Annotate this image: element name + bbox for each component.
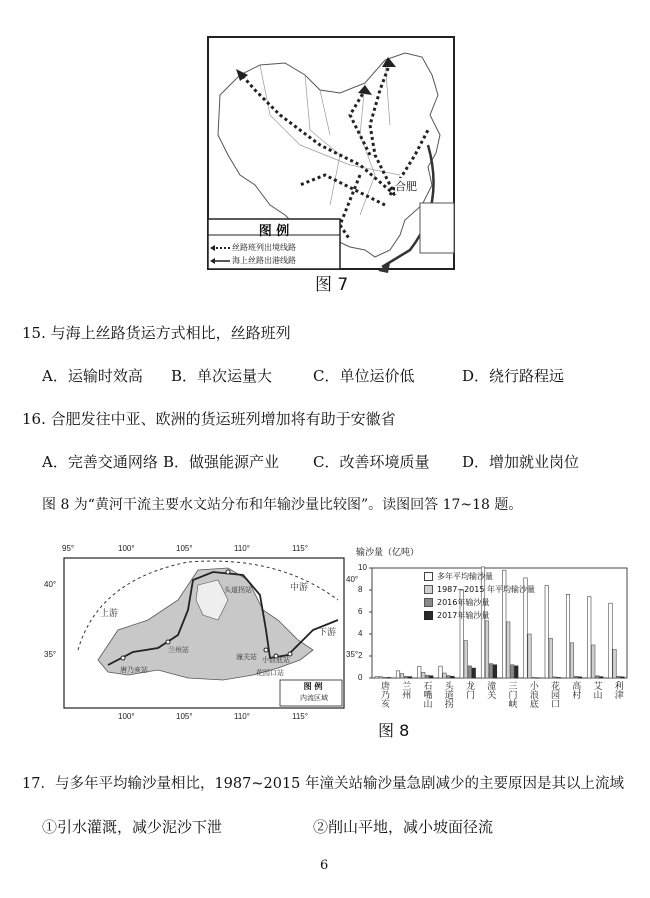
q15-option-a[interactable]: A．运输时效高 bbox=[42, 367, 143, 385]
q16-option-b[interactable]: B．做强能源产业 bbox=[163, 453, 280, 471]
bar-2-头道拐 bbox=[443, 673, 447, 678]
bar-1-花园口 bbox=[545, 586, 549, 678]
y-tick-label: 6 bbox=[358, 607, 363, 616]
figure7-legend-item-sea bbox=[232, 254, 296, 267]
bar-1-艾山 bbox=[588, 597, 592, 678]
station-label: 兰州 bbox=[400, 681, 411, 699]
map-lon-bottom-115: 115° bbox=[292, 712, 308, 721]
bar-4-兰州 bbox=[408, 677, 412, 678]
bar-2-唐乃亥 bbox=[379, 677, 383, 678]
bar-2-利津 bbox=[613, 649, 617, 678]
y-tick-label: 10 bbox=[358, 563, 367, 572]
question-16 bbox=[22, 408, 396, 429]
bar-3-兰州 bbox=[404, 676, 408, 678]
q17-option-1[interactable]: ①引水灌溉，减少泥沙下泄 bbox=[42, 818, 223, 836]
legend-label: 1987~2015 年平均输沙量 bbox=[437, 585, 535, 594]
bar-2-石嘴山 bbox=[422, 672, 426, 678]
legend-label: 2016年输沙量 bbox=[437, 598, 490, 607]
bar-4-龙门 bbox=[472, 668, 476, 678]
map-lon-bottom-105: 105° bbox=[176, 712, 193, 721]
station-label: 小浪底 bbox=[527, 681, 538, 708]
figure7-caption: 图 7 bbox=[315, 275, 349, 295]
bar-4-潼关 bbox=[493, 665, 497, 678]
bar-2-龙门 bbox=[464, 641, 468, 678]
chart-legend-item bbox=[424, 570, 544, 583]
bar-4-高村 bbox=[578, 677, 582, 678]
page-number: 6 bbox=[320, 858, 329, 873]
q16-option-d[interactable]: D．增加就业岗位 bbox=[462, 453, 580, 471]
bar-3-龙门 bbox=[468, 666, 472, 678]
map-lon-top-100: 100° bbox=[118, 544, 135, 553]
station-label: 利津 bbox=[612, 681, 623, 699]
place-tangnaihai: 唐乃亥站 bbox=[120, 666, 148, 674]
legend-label: 丝路班列出境线路 bbox=[232, 243, 296, 252]
bar-1-利津 bbox=[609, 603, 613, 678]
bar-3-潼关 bbox=[489, 664, 493, 678]
bar-4-唐乃亥 bbox=[387, 677, 391, 678]
chart-legend bbox=[424, 570, 544, 622]
q16-option-c[interactable]: C．改善环境质量 bbox=[313, 453, 430, 471]
hefei-label: 合肥 bbox=[395, 180, 417, 193]
bar-2-三门峡 bbox=[507, 622, 511, 678]
bar-3-头道拐 bbox=[447, 676, 451, 678]
place-huayuankou: 花园口站 bbox=[256, 669, 284, 677]
place-toudaoguai: 头道拐站 bbox=[224, 586, 252, 594]
bar-3-小浪底 bbox=[532, 677, 536, 678]
figure7-legend-title: 图 例 bbox=[258, 224, 290, 239]
chart-legend-item bbox=[424, 583, 544, 596]
bar-3-高村 bbox=[574, 676, 578, 678]
y-tick-label: 4 bbox=[358, 629, 363, 638]
bar-2-高村 bbox=[570, 643, 574, 678]
map-lon-top-95: 95° bbox=[62, 544, 75, 553]
station-label: 潼关 bbox=[485, 681, 496, 699]
bar-4-利津 bbox=[621, 677, 625, 678]
bar-3-三门峡 bbox=[511, 665, 515, 678]
bar-2-小浪底 bbox=[528, 634, 532, 678]
map-legend-item: 内流区域 bbox=[300, 694, 328, 702]
legend-label: 海上丝路出港线路 bbox=[232, 256, 296, 265]
bar-2-兰州 bbox=[400, 674, 404, 678]
station-label: 头道拐 bbox=[442, 681, 453, 708]
y-tick-label: 8 bbox=[358, 585, 363, 594]
map-lat-right-40: 40° bbox=[346, 575, 359, 584]
question-17: 17．与多年平均输沙量相比，1987~2015 年潼关站输沙量急剧减少的主要原因是其以上流域 bbox=[22, 776, 625, 792]
bar-1-高村 bbox=[566, 594, 570, 678]
station-label: 龙门 bbox=[464, 681, 474, 699]
station-label: 艾山 bbox=[591, 681, 602, 699]
legend-label: 2017年输沙量 bbox=[437, 611, 490, 620]
map-lat-right-35: 35° bbox=[346, 650, 359, 659]
question-number: 15. bbox=[22, 324, 46, 342]
map-lon-top-105: 105° bbox=[176, 544, 193, 553]
question-stem: 合肥发往中亚、欧洲的货运班列增加将有助于安徽省 bbox=[50, 410, 396, 428]
place-lanzhou: 兰州站 bbox=[168, 646, 189, 654]
legend-swatch bbox=[424, 585, 433, 594]
question-number: 16. bbox=[22, 410, 46, 428]
bar-2-潼关 bbox=[485, 621, 489, 678]
bar-1-头道拐 bbox=[439, 666, 443, 678]
bar-3-利津 bbox=[617, 676, 621, 678]
place-tongguan: 潼关站 bbox=[236, 653, 257, 661]
legend-swatch bbox=[424, 572, 433, 581]
region-lower: 下游 bbox=[318, 628, 337, 638]
bar-4-花园口 bbox=[557, 677, 561, 678]
legend-swatch bbox=[424, 598, 433, 607]
bar-1-唐乃亥 bbox=[375, 677, 379, 678]
bar-4-头道拐 bbox=[451, 676, 455, 678]
bar-3-石嘴山 bbox=[426, 675, 430, 678]
map-lon-bottom-110: 110° bbox=[234, 712, 250, 721]
south-sea-inset bbox=[420, 203, 454, 253]
map-lon-top-115: 115° bbox=[292, 544, 308, 553]
region-middle: 中游 bbox=[290, 583, 309, 593]
y-tick-label: 2 bbox=[358, 651, 363, 660]
station-label: 高村 bbox=[570, 681, 581, 699]
chart-ylabel: 输沙量（亿吨） bbox=[356, 548, 420, 558]
figure8-intro: 图 8 为“黄河干流主要水文站分布和年输沙量比较图”。读图回答 17~18 题。 bbox=[42, 497, 523, 513]
bar-4-艾山 bbox=[600, 677, 604, 678]
region-upper: 上游 bbox=[100, 609, 119, 619]
q17-option-2[interactable]: ②削山平地，减小坡面径流 bbox=[313, 818, 494, 836]
map-legend-title: 图 例 bbox=[303, 682, 323, 691]
bar-3-花园口 bbox=[553, 677, 557, 678]
q15-option-d[interactable]: D．绕行路程远 bbox=[462, 367, 565, 385]
legend-swatch bbox=[424, 611, 433, 620]
map-lat-left-40: 40° bbox=[44, 580, 57, 589]
q15-option-b[interactable]: B．单次运量大 bbox=[171, 367, 273, 385]
figure8-caption: 图 8 bbox=[378, 721, 410, 740]
bar-1-石嘴山 bbox=[418, 666, 422, 678]
station-label: 三门峡 bbox=[506, 681, 517, 708]
question-15 bbox=[22, 322, 291, 343]
q15-option-c[interactable]: C．单位运价低 bbox=[313, 367, 415, 385]
question-stem: 与海上丝路货运方式相比，丝路班列 bbox=[50, 324, 291, 342]
figure7-legend-item-rail bbox=[232, 241, 296, 254]
place-xiaolangdi: 小浪底站 bbox=[262, 656, 290, 664]
map-lat-left-35: 35° bbox=[44, 650, 57, 659]
station-label: 石嘴山 bbox=[421, 681, 432, 708]
bar-2-艾山 bbox=[592, 645, 596, 678]
bar-4-石嘴山 bbox=[430, 676, 434, 678]
q16-option-a[interactable]: A．完善交通网络 bbox=[42, 453, 158, 471]
bar-2-花园口 bbox=[549, 638, 553, 678]
map-lon-bottom-100: 100° bbox=[118, 712, 135, 721]
bar-4-三门峡 bbox=[515, 666, 519, 678]
bar-4-小浪底 bbox=[536, 678, 540, 679]
map-lon-top-110: 110° bbox=[234, 544, 250, 553]
chart-legend-item bbox=[424, 596, 544, 609]
y-tick-label: 0 bbox=[358, 673, 363, 682]
station-label: 唐乃亥 bbox=[379, 681, 389, 708]
bar-3-唐乃亥 bbox=[383, 677, 387, 678]
chart-legend-item bbox=[424, 609, 544, 622]
figure8-map bbox=[38, 540, 368, 740]
bar-3-艾山 bbox=[596, 676, 600, 678]
legend-label: 多年平均输沙量 bbox=[437, 572, 493, 581]
station-label: 花园口 bbox=[549, 681, 559, 708]
bar-1-兰州 bbox=[396, 671, 400, 678]
